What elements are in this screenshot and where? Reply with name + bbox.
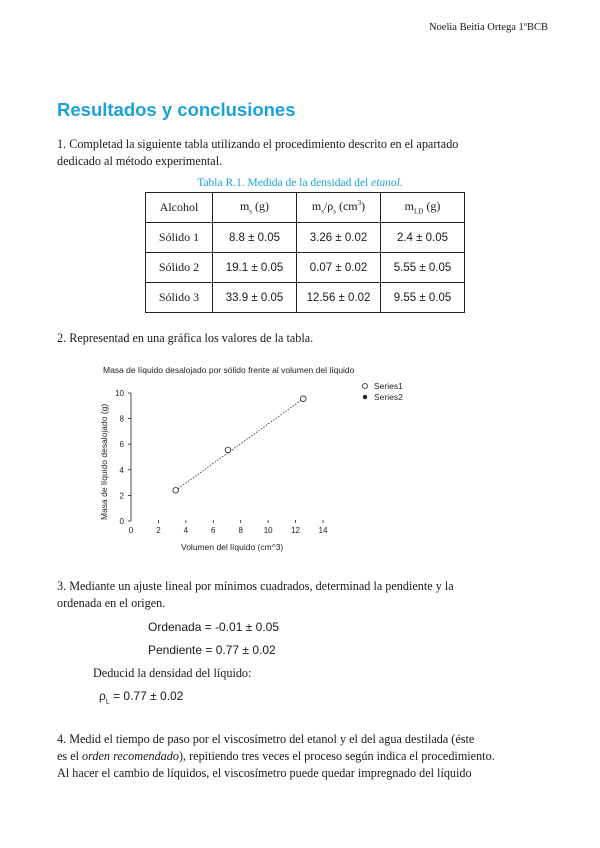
table-cell: Sólido 2 bbox=[146, 253, 213, 283]
header-author: Noelia Beitia Ortega 1ºBCB bbox=[428, 22, 548, 33]
question-2: 2. Representad en una gráfica los valores de la tabla. bbox=[57, 331, 314, 345]
rho-sub: L bbox=[105, 698, 110, 706]
table-cell: 3.26 ± 0.02 bbox=[297, 223, 381, 253]
scatter-chart bbox=[95, 375, 495, 555]
chart-legend bbox=[363, 381, 404, 402]
y-tick-label: 0 bbox=[119, 517, 124, 526]
table-cell: 19.1 ± 0.05 bbox=[213, 253, 297, 283]
question-1 bbox=[57, 136, 458, 170]
question-4 bbox=[57, 731, 495, 782]
x-tick-label: 14 bbox=[318, 526, 328, 535]
table-cell: 9.55 ± 0.05 bbox=[381, 283, 465, 313]
chart-marks bbox=[173, 396, 306, 493]
ordenada-value: Ordenada = -0.01 ± 0.05 bbox=[148, 620, 280, 634]
table-cell: 8.8 ± 0.05 bbox=[213, 223, 297, 253]
header-volume: $m_s/\rho_s$ $(cm^3)$ bbox=[297, 193, 381, 223]
density-table bbox=[145, 192, 465, 313]
question-4-line2: es el orden recomendado), repitiendo tres veces el proceso según indica el procedimiento. bbox=[57, 749, 495, 763]
section-title: Resultados y conclusiones bbox=[57, 99, 296, 120]
rho-value: = 0.77 ± 0.02 bbox=[109, 689, 184, 703]
table-caption-italic: etanol. bbox=[371, 177, 403, 189]
y-tick-label: 8 bbox=[119, 414, 124, 424]
series1-point bbox=[225, 447, 231, 453]
legend-series2: Series2 bbox=[374, 392, 403, 402]
table-header-row bbox=[146, 193, 465, 223]
y-tick-label: 10 bbox=[115, 389, 124, 398]
x-tick-label: 6 bbox=[211, 526, 216, 535]
x-tick-label: 8 bbox=[238, 526, 243, 535]
chart-title: Masa de líquido desalojado por sólido frente al volumen del líquido bbox=[103, 365, 355, 375]
question-3 bbox=[57, 578, 454, 612]
legend-series1: Series1 bbox=[374, 381, 403, 391]
legend-series2-marker bbox=[363, 395, 367, 399]
x-tick-label: 12 bbox=[291, 526, 301, 535]
question-3-line2: ordenada en el origen. bbox=[57, 596, 166, 610]
table-cell: 5.55 ± 0.05 bbox=[381, 253, 465, 283]
table-cell: 2.4 ± 0.05 bbox=[381, 223, 465, 253]
table-cell: 0.07 ± 0.02 bbox=[297, 253, 381, 283]
question-3-line1: 3. Mediante un ajuste lineal por mínimos cuadrados, determinad la pendiente y la bbox=[57, 579, 454, 593]
pendiente-value: Pendiente = 0.77 ± 0.02 bbox=[148, 643, 276, 657]
series1-point bbox=[300, 396, 306, 402]
table-cell: Sólido 1 bbox=[146, 223, 213, 253]
table-cell: Sólido 3 bbox=[146, 283, 213, 313]
y-tick-label: 4 bbox=[119, 465, 124, 475]
header-ms: $m_s$ (g) bbox=[213, 193, 297, 223]
header-mld: $m_{LD}$ (g) bbox=[381, 193, 465, 223]
chart-xlabel: Volumen del líquido (cm^3) bbox=[181, 542, 284, 552]
x-tick-label: 4 bbox=[183, 526, 189, 535]
x-tick-label: 10 bbox=[263, 526, 273, 535]
table-row bbox=[146, 223, 465, 253]
table-row bbox=[146, 283, 465, 313]
header-alcohol: Alcohol bbox=[146, 193, 213, 223]
series1-point bbox=[173, 487, 179, 493]
x-tick-label: 2 bbox=[156, 526, 161, 535]
question-1-line1: 1. Completad la siguiente tabla utilizando el procedimiento descrito en el apartado bbox=[57, 137, 459, 151]
series2-line bbox=[176, 399, 304, 491]
y-tick-label: 6 bbox=[119, 440, 124, 450]
table-caption-text: Tabla R.1. Medida de la densidad del bbox=[197, 177, 369, 189]
table-row bbox=[146, 253, 465, 283]
question-4-line1: 4. Medid el tiempo de paso por el viscosímetro del etanol y el del agua destilada (éste bbox=[57, 732, 475, 746]
x-tick-label: 0 bbox=[128, 526, 134, 535]
question-4-line3: Al hacer el cambio de líquidos, el viscosímetro puede quedar impregnado del líquido bbox=[57, 766, 472, 780]
rho-symbol: ρ bbox=[99, 689, 106, 703]
y-tick-label: 2 bbox=[119, 491, 124, 501]
table-cell: 12.56 ± 0.02 bbox=[297, 283, 381, 313]
chart-ticks bbox=[115, 389, 328, 535]
density-result bbox=[99, 689, 183, 705]
table-cell: 33.9 ± 0.05 bbox=[213, 283, 297, 313]
question-1-line2: dedicado al método experimental. bbox=[57, 154, 223, 168]
table-caption bbox=[0, 177, 600, 189]
chart-ylabel: Masa de líquido desalojado (g) bbox=[99, 403, 109, 520]
legend-series1-marker bbox=[363, 384, 368, 389]
deducid-text: Deducid la densidad del líquido: bbox=[93, 666, 252, 680]
